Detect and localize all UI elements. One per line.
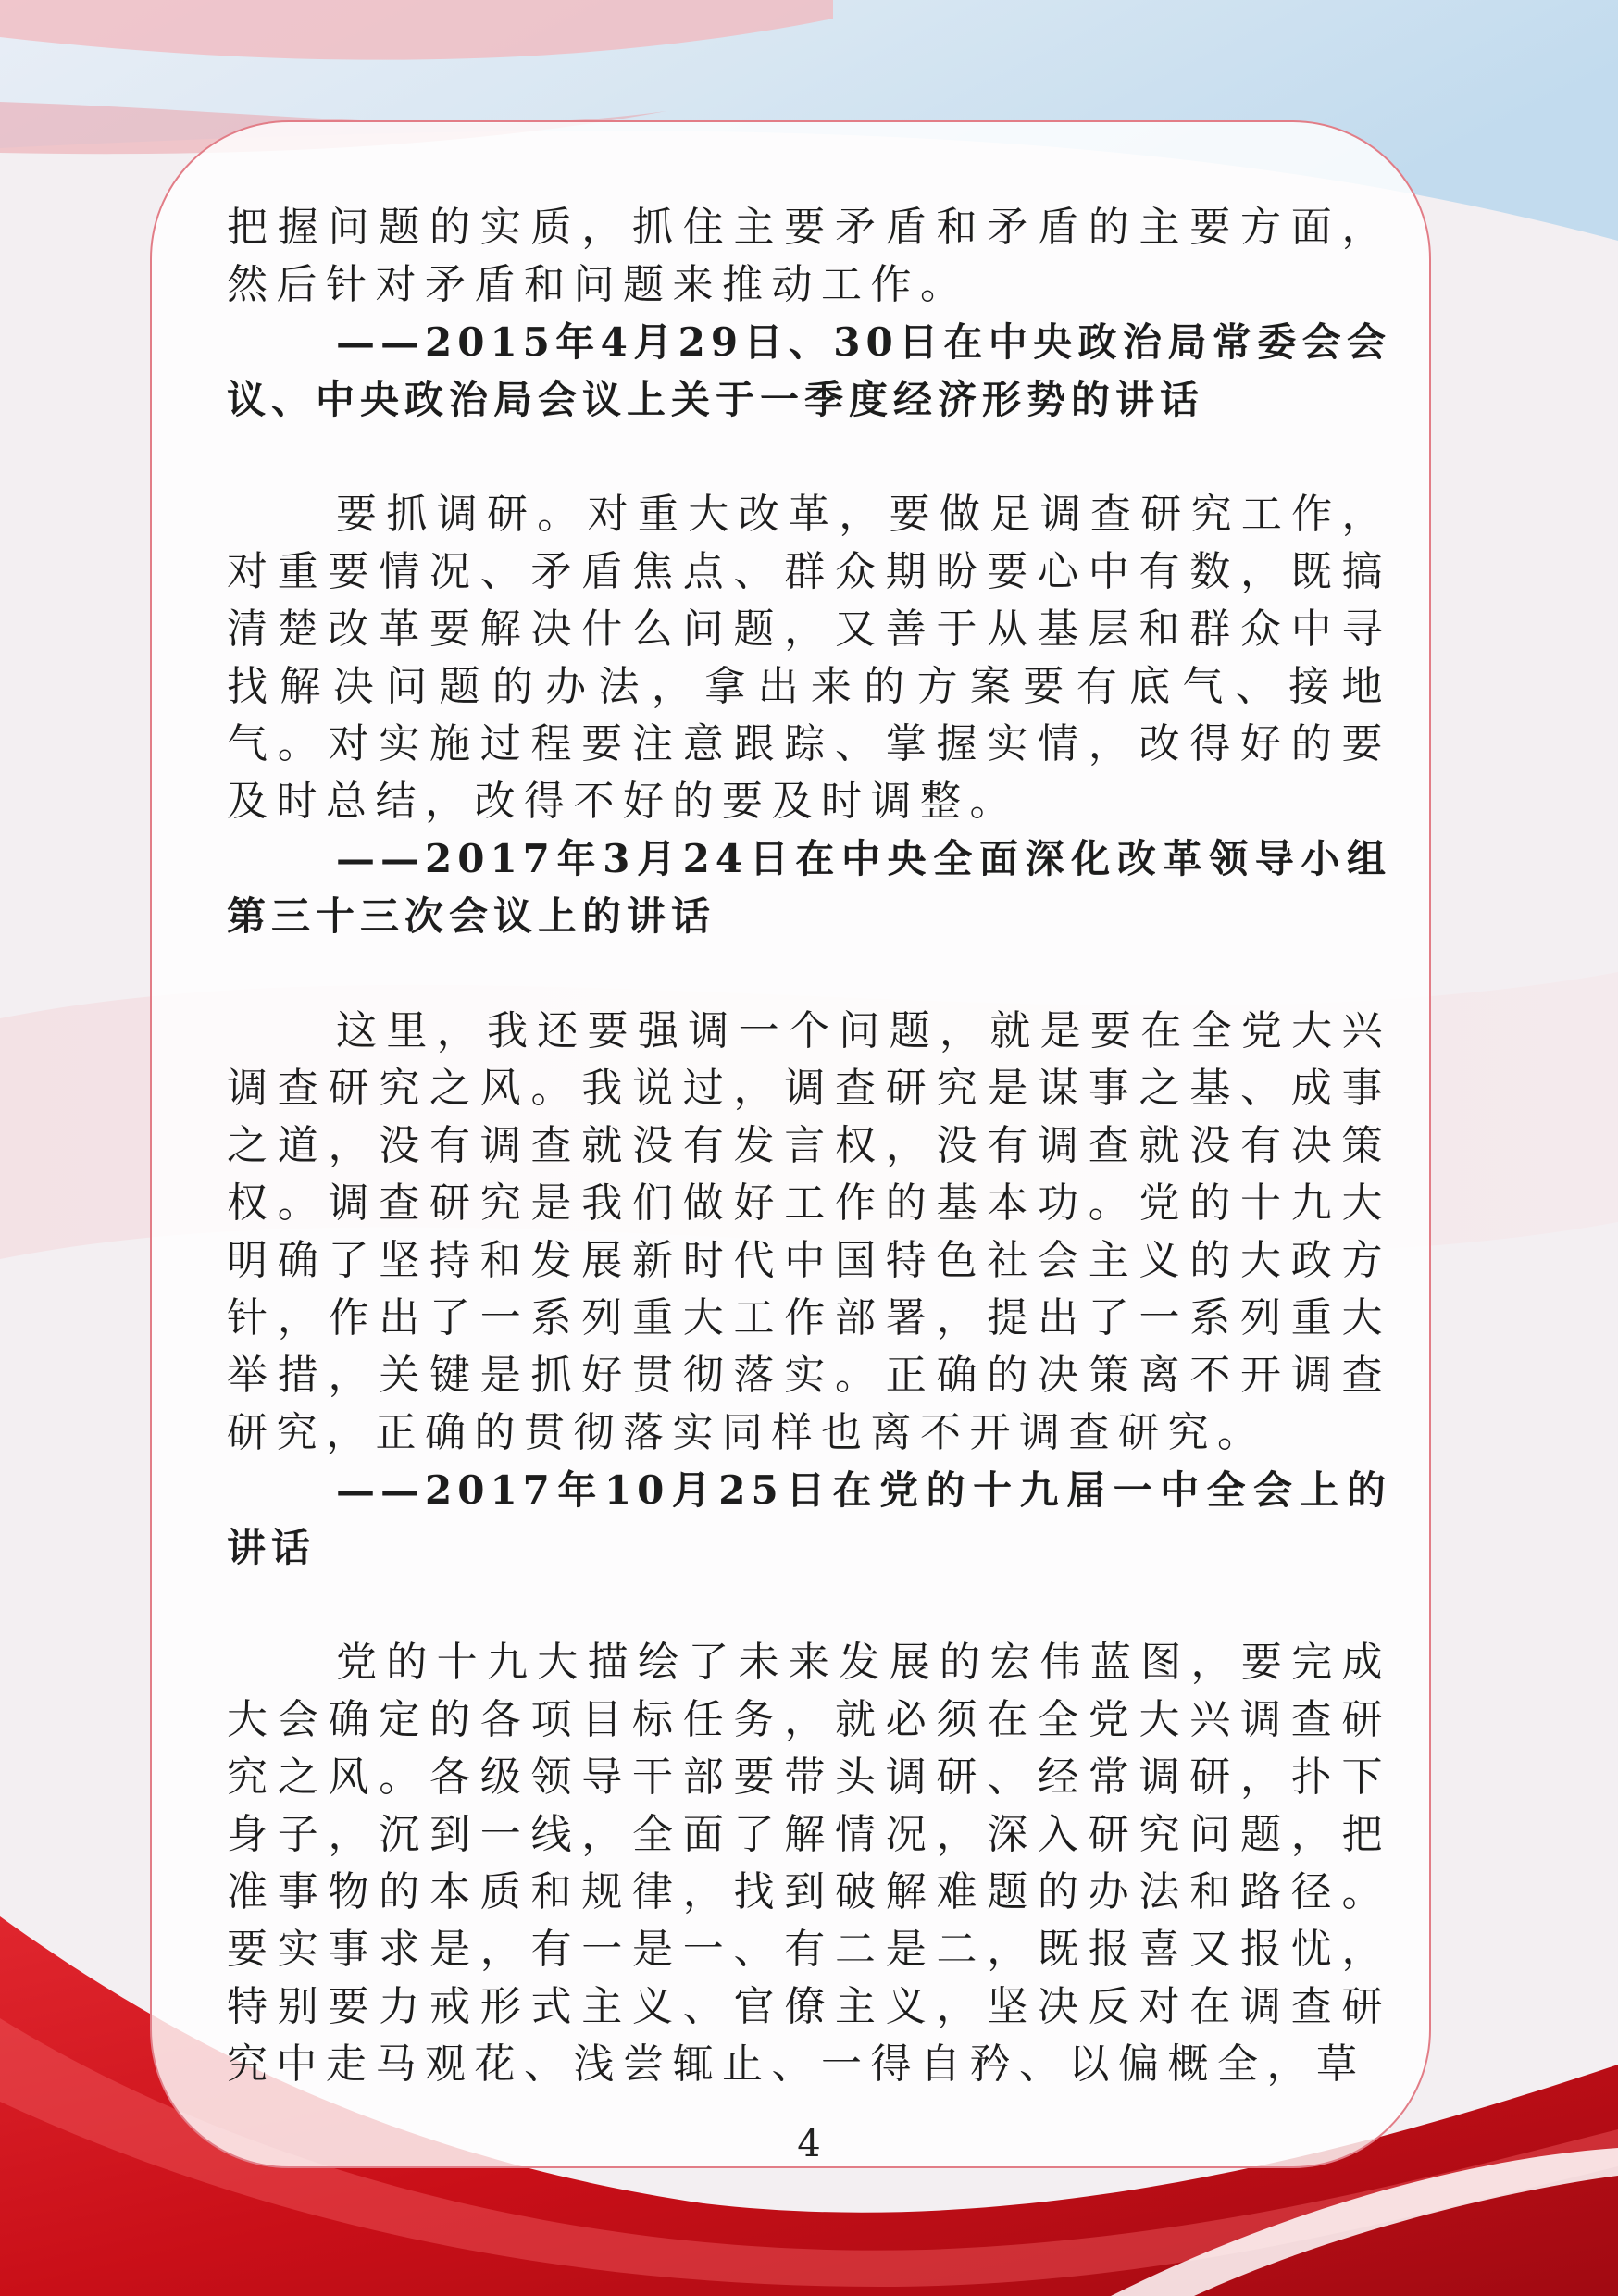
article-body: [227, 199, 1391, 2093]
quote-paragraph: 要抓调研。对重大改革，要做足调查研究工作，对重要情况、矛盾焦点、群众期盼要心中有数，既搞清楚改革要解决什么问题，又善于从基层和群众中寻找解决问题的办法，拿出来的方案要有底气、接地气。对实施过程要注意跟踪、掌握实情，改得好的要及时总结，改得不好的要及时调整。: [227, 491, 1391, 825]
quote-paragraph: 把握问题的实质，抓住主要矛盾和矛盾的主要方面，然后针对矛盾和问题来推动工作。: [227, 204, 1391, 308]
paragraph-gap: [227, 1577, 1391, 1634]
quote-source: ——2017年3月24日在中央全面深化改革领导小组第三十三次会议上的讲话: [227, 836, 1391, 939]
quote-source: ——2015年4月29日、30日在中央政治局常委会会议、中央政治局会议上关于一季度经济形势的讲话: [227, 319, 1391, 422]
quote-paragraph: 这里，我还要强调一个问题，就是要在全党大兴调查研究之风。我说过，调查研究是谋事之基、成事之道，没有调查就没有发言权，没有调查就没有决策权。调查研究是我们做好工作的基本功。党的十九大明确了坚持和发展新时代中国特色社会主义的大政方针，作出了一系列重大工作部署，提出了一系列重大举措，关键是抓好贯彻落实。正确的决策离不开调查研究，正确的贯彻落实同样也离不开调查研究。: [227, 1007, 1391, 1456]
paragraph-gap: [227, 429, 1391, 486]
quote-source: ——2017年10月25日在党的十九届一中全会上的讲话: [227, 1467, 1391, 1570]
paragraph-gap: [227, 945, 1391, 1003]
quote-paragraph: 党的十九大描绘了未来发展的宏伟蓝图，要完成大会确定的各项目标任务，就必须在全党大兴调查研究之风。各级领导干部要带头调研、经常调研，扑下身子，沉到一线，全面了解情况，深入研究问题，把准事物的本质和规律，找到破解难题的办法和路径。要实事求是，有一是一、有二是二，既报喜又报忧，特别要力戒形式主义、官僚主义，坚决反对在调查研究中走马观花、浅尝辄止、一得自矜、以偏概全，草: [227, 1639, 1391, 2088]
page-number: 4: [797, 2123, 821, 2165]
